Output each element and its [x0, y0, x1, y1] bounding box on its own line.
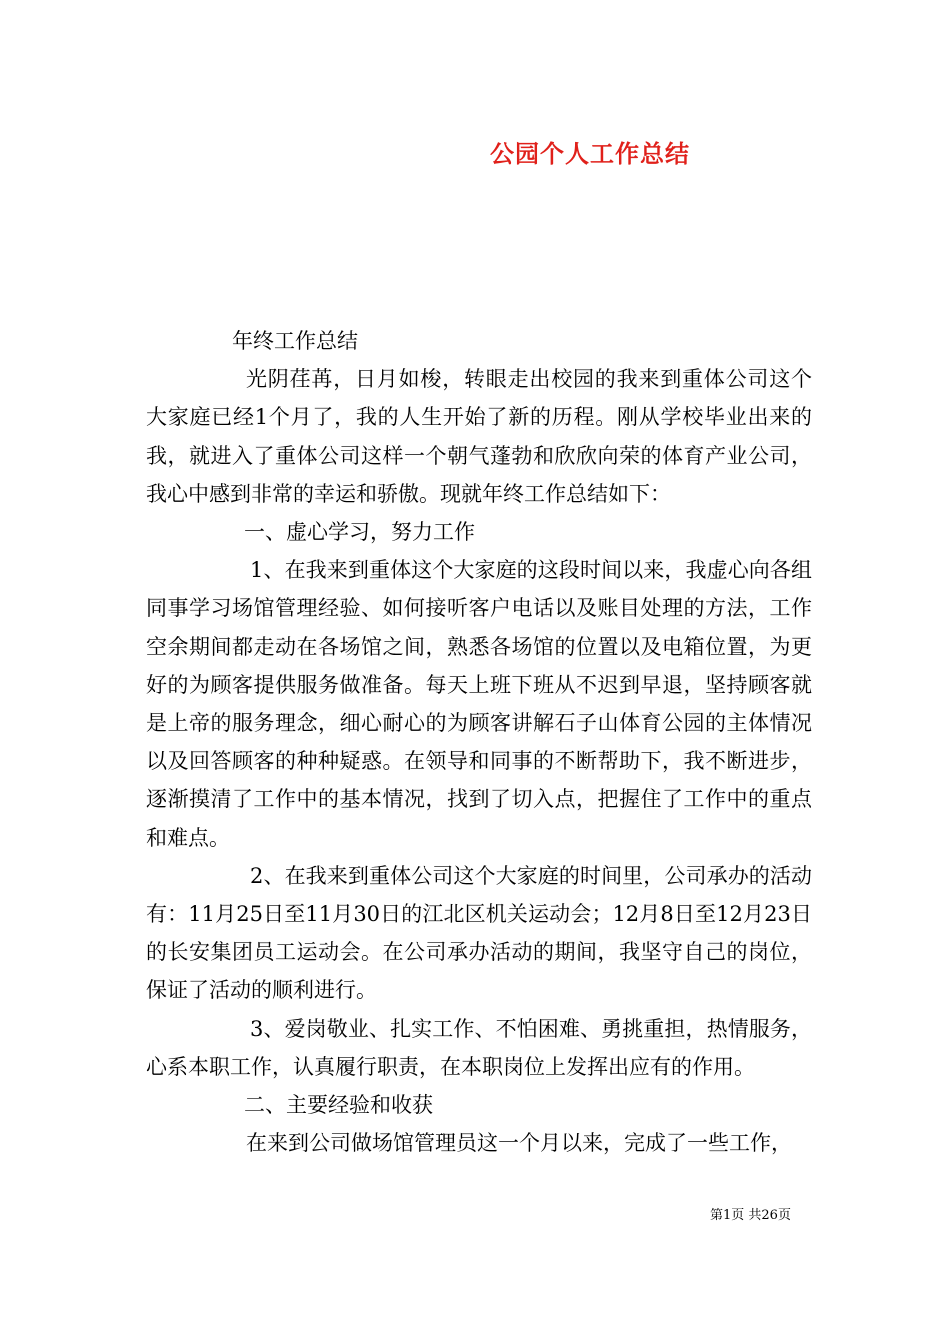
intro-paragraph: 光阴荏苒，日月如梭，转眼走出校园的我来到重体公司这个大家庭已经1个月了，我的人生开始了新的历程。刚从学校毕业出来的我，就进入了重体公司这样一个朝气蓬勃和欣欣向荣的体育产业公司，我心中感到非常的幸运和骄傲。现就年终工作总结如下：	[146, 367, 812, 506]
document-body	[146, 322, 812, 1162]
page-footer: 第1页 共26页	[710, 1208, 791, 1223]
item-paragraph-3: 3、爱岗敬业、扎实工作、不怕困难、勇挑重担，热情服务，心系本职工作，认真履行职责，在本职岗位上发挥出应有的作用。	[146, 1016, 812, 1079]
item-paragraph-2: 2、在我来到重体公司这个大家庭的时间里，公司承办的活动有：11月25日至11月30日的江北区机关运动会；12月8日至12月23日的长安集团员工运动会。在公司承办活动的期间，我坚守自己的岗位，保证了活动的顺利进行。	[146, 863, 812, 1003]
item-paragraph-1: 1、在我来到重体这个大家庭的这段时间以来，我虚心向各组同事学习场馆管理经验、如何接听客户电话以及账目处理的方法，工作空余期间都走动在各场馆之间，熟悉各场馆的位置以及电箱位置，为更好的为顾客提供服务做准备。每天上班下班从不迟到早退，坚持顾客就是上帝的服务理念，细心耐心的为顾客讲解石子山体育公园的主体情况以及回答顾客的种种疑惑。在领导和同事的不断帮助下，我不断进步，逐渐摸清了工作中的基本情况，找到了切入点，把握住了工作中的重点和难点。	[146, 558, 812, 850]
section-heading-1: 一、虚心学习，努力工作	[244, 520, 475, 545]
section-heading-2: 二、主要经验和收获	[244, 1093, 433, 1118]
section-heading-annual-summary: 年终工作总结	[232, 329, 358, 353]
closing-paragraph: 在来到公司做场馆管理员这一个月以来，完成了一些工作，	[246, 1131, 792, 1156]
document-title: 公园个人工作总结	[490, 139, 690, 168]
